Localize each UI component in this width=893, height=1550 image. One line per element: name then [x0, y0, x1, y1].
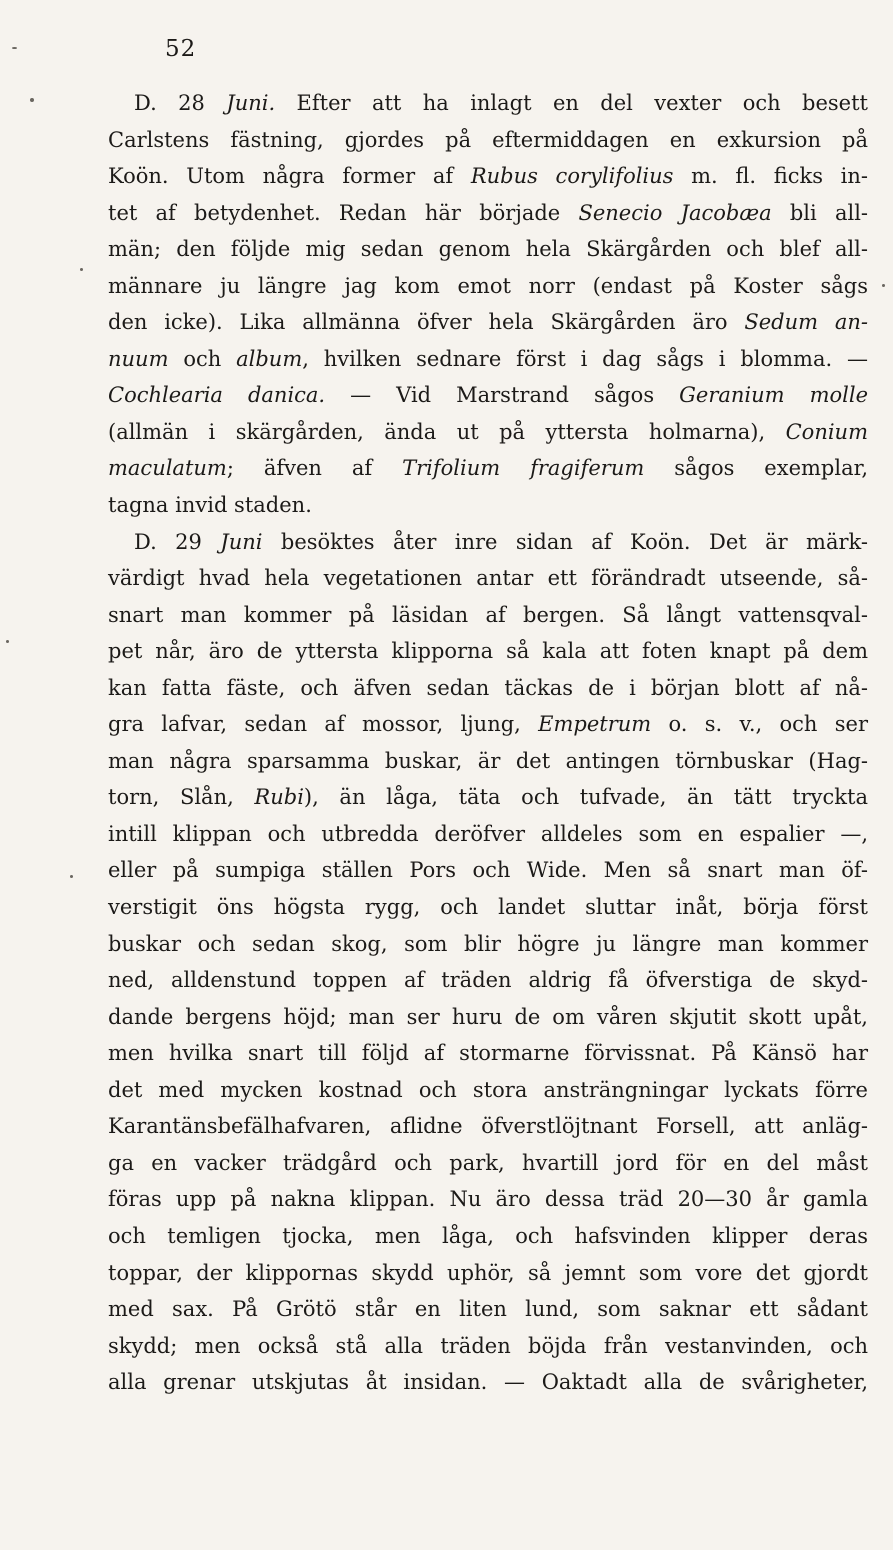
- paper-speck: [6, 640, 9, 643]
- text-line: [108, 414, 868, 451]
- text-line: [108, 1181, 868, 1218]
- text-line: [108, 999, 868, 1036]
- text-segment: männare ju längre jag kom emot norr (endast på Koster sågs: [108, 273, 868, 298]
- text-segment: gra lafvar, sedan af mossor, ljung,: [108, 712, 539, 737]
- text-segment: intill klippan och utbredda deröfver alldeles som en espalier —,: [108, 821, 868, 846]
- text-segment: D. 28: [134, 91, 227, 115]
- paper-speck: [30, 98, 34, 102]
- italic-segment: Cochlearia danica.: [108, 383, 326, 408]
- text-line: [108, 560, 868, 597]
- text-line: [108, 633, 868, 670]
- text-line: [108, 706, 868, 743]
- text-segment: torn, Slån,: [108, 785, 255, 810]
- text-line: [108, 779, 868, 816]
- text-segment: , hvilken sednare först i dag sågs i blomma. —: [302, 346, 869, 371]
- text-segment: o. s. v., och ser: [651, 712, 868, 737]
- text-segment: man några sparsamma buskar, är det antingen törnbuskar (Hag-: [108, 748, 868, 773]
- text-segment: m. fl. ficks in-: [673, 164, 868, 189]
- text-line: [108, 195, 868, 232]
- text-line: [108, 450, 868, 487]
- text-line: [108, 1291, 868, 1328]
- text-line: [108, 158, 868, 195]
- text-segment: Koön. Utom några former af: [108, 164, 471, 189]
- text-segment: ga en vacker trädgård och park, hvartill jord för en del måst: [108, 1150, 868, 1175]
- paper-speck: [12, 47, 17, 49]
- text-segment: föras upp på nakna klippan. Nu äro dessa träd 20—30 år gamla: [108, 1187, 868, 1212]
- text-segment: Efter att ha inlagt en del vexter och besett: [275, 91, 868, 115]
- italic-segment: album: [236, 346, 303, 371]
- italic-segment: Rubus corylifolius: [470, 164, 674, 189]
- text-segment: värdigt hvad hela vegetationen antar ett förändradt utseende, så-: [108, 566, 868, 591]
- text-segment: det med mycken kostnad och stora ansträngningar lyckats förre: [108, 1077, 868, 1102]
- paper-speck: [70, 875, 73, 878]
- text-segment: Karantänsbefälhafvaren, aflidne öfverstlöjtnant Forsell, att anläg-: [108, 1114, 868, 1139]
- text-line: [108, 524, 868, 561]
- italic-segment: Trifolium fragiferum: [402, 456, 645, 481]
- text-segment: den icke). Lika allmänna öfver hela Skärgården äro: [108, 310, 745, 335]
- text-line: [108, 1035, 868, 1072]
- text-line: [108, 852, 868, 889]
- italic-segment: Juni.: [226, 91, 276, 115]
- text-segment: snart man kommer på läsidan af bergen. Så långt vattensqval-: [108, 602, 868, 627]
- text-segment: pet når, äro de yttersta klipporna så kala att foten knapt på dem: [108, 639, 868, 664]
- text-segment: kan fatta fäste, och äfven sedan täckas de i början blott af nå-: [108, 675, 868, 700]
- text-segment: Carlstens fästning, gjordes på eftermiddagen en exkursion på: [108, 127, 868, 152]
- text-segment: eller på sumpiga ställen Pors och Wide. Men så snart man öf-: [108, 858, 868, 883]
- text-line: [108, 597, 868, 634]
- text-segment: och temligen tjocka, men låga, och hafsvinden klipper deras: [108, 1223, 868, 1248]
- text-segment: ; äfven af: [226, 456, 403, 481]
- text-segment: ), än låga, täta och tufvade, än tätt tryckta: [303, 785, 868, 810]
- italic-segment: Senecio Jacobæa: [578, 200, 772, 225]
- text-line: [108, 487, 868, 524]
- text-segment: buskar och sedan skog, som blir högre ju längre man kommer: [108, 931, 868, 956]
- text-line: [108, 670, 868, 707]
- text-line: [108, 377, 868, 414]
- text-line: [108, 743, 868, 780]
- text-line: [108, 122, 868, 159]
- body-text: [108, 85, 868, 1401]
- text-segment: alla grenar utskjutas åt insidan. — Oaktadt alla de svårigheter,: [108, 1370, 868, 1395]
- text-segment: med sax. På Grötö står en liten lund, som saknar ett sådant: [108, 1297, 868, 1322]
- text-segment: (allmän i skärgården, ända ut på yttersta holmarna),: [108, 419, 786, 444]
- text-segment: toppar, der klippornas skydd uphör, så jemnt som vore det gjordt: [108, 1260, 868, 1285]
- text-segment: bli all-: [771, 200, 869, 225]
- text-segment: besöktes åter inre sidan af Koön. Det är märk-: [262, 529, 868, 554]
- italic-segment: maculatum: [108, 456, 227, 481]
- text-segment: och: [168, 346, 237, 371]
- text-line: [108, 889, 868, 926]
- italic-segment: Sedum an-: [744, 310, 868, 335]
- text-line: [108, 231, 868, 268]
- text-line: [108, 1145, 868, 1182]
- text-segment: verstigit öns högsta rygg, och landet sluttar inåt, börja först: [108, 895, 868, 920]
- italic-segment: Geranium molle: [679, 383, 868, 408]
- text-segment: D. 29: [134, 529, 221, 554]
- italic-segment: Conium: [785, 419, 868, 444]
- text-segment: dande bergens höjd; man ser huru de om våren skjutit skott upåt,: [108, 1004, 868, 1029]
- text-segment: män; den följde mig sedan genom hela Skärgården och blef all-: [108, 237, 868, 262]
- text-segment: — Vid Marstrand sågos: [325, 383, 680, 408]
- text-segment: ned, alldenstund toppen af träden aldrig få öfverstiga de skyd-: [108, 968, 868, 993]
- text-segment: tagna invid staden.: [108, 493, 312, 518]
- text-line: [108, 1072, 868, 1109]
- paper-speck: [80, 268, 83, 271]
- text-line: [108, 962, 868, 999]
- italic-segment: Juni: [220, 529, 263, 554]
- text-segment: sågos exemplar,: [644, 456, 868, 481]
- text-segment: men hvilka snart till följd af stormarne förvissnat. På Känsö har: [108, 1041, 868, 1066]
- text-line: [108, 816, 868, 853]
- text-line: [108, 926, 868, 963]
- text-line: [108, 304, 868, 341]
- text-line: [108, 1108, 868, 1145]
- text-segment: tet af betydenhet. Redan här började: [108, 200, 579, 225]
- text-line: [108, 1255, 868, 1292]
- text-line: [108, 341, 868, 378]
- text-line: [108, 1328, 868, 1365]
- italic-segment: Rubi: [254, 785, 304, 810]
- italic-segment: Empetrum: [538, 712, 652, 737]
- italic-segment: nuum: [108, 346, 169, 371]
- page-number: 52: [165, 36, 197, 62]
- text-line: [108, 268, 868, 305]
- text-line: [108, 1364, 868, 1401]
- text-line: [108, 1218, 868, 1255]
- text-segment: skydd; men också stå alla träden böjda från vestanvinden, och: [108, 1333, 868, 1358]
- text-line: [108, 85, 868, 122]
- paper-speck: [882, 284, 885, 287]
